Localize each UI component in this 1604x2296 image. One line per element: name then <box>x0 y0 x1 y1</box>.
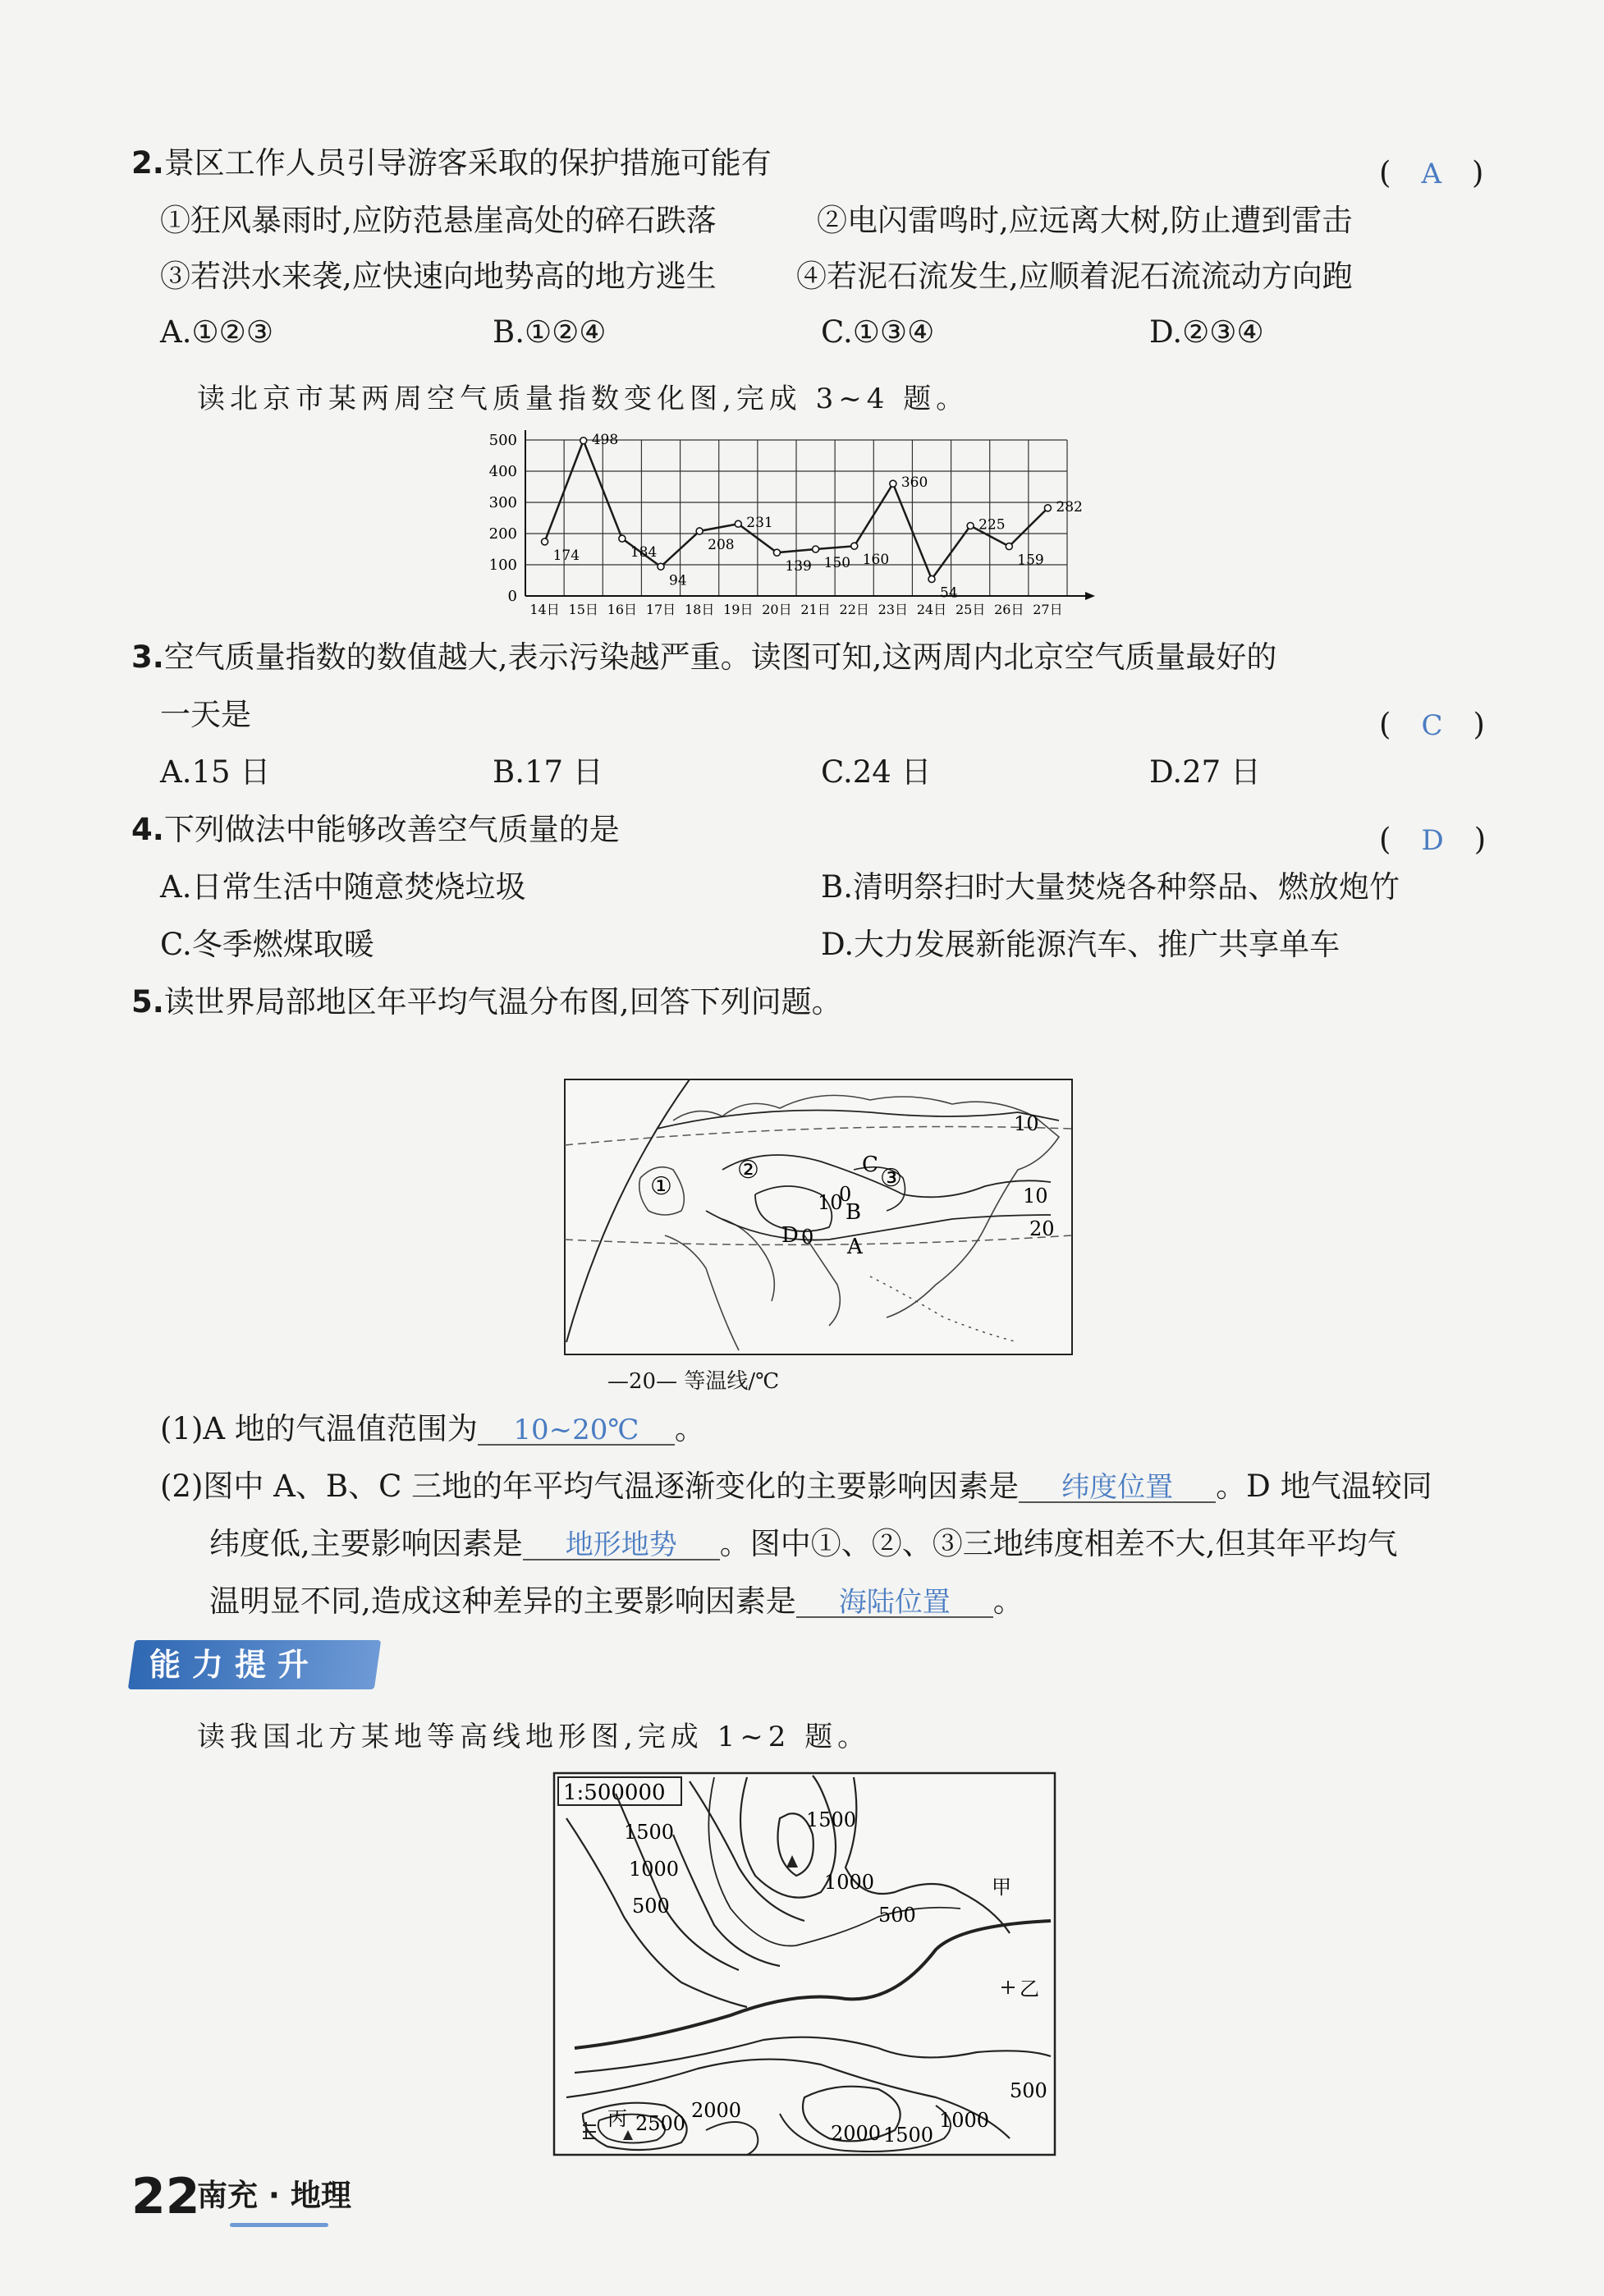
chart-point <box>542 538 548 545</box>
chart-x-tick-label: 17日 <box>645 602 676 617</box>
q3-stem-1: 空气质量指数的数值越大,表示污染越严重。读图可知,这两周内北京空气质量最好的 <box>163 639 1277 675</box>
chart-x-arrow <box>1085 592 1095 600</box>
map-label-2: ② <box>737 1156 759 1185</box>
q3-stem-2: 一天是 <box>160 697 251 732</box>
q5-number: 5. <box>131 984 164 1020</box>
topo-label-bing: 丙 <box>607 2107 627 2130</box>
q5-sub1 <box>160 1411 705 1446</box>
q2-option-c: C.①③④ <box>821 314 935 350</box>
map-label-c: C <box>862 1153 878 1177</box>
chart-y-tick-label: 500 <box>488 432 517 449</box>
q5-stem-text: 读世界局部地区年平均气温分布图,回答下列问题。 <box>163 984 842 1020</box>
q5-sub2-prefix-2: 纬度低,主要影响因素是 <box>209 1526 523 1561</box>
q4-answer-bracket: ( D ) <box>1379 822 1487 857</box>
q3-option-c: C.24 日 <box>821 754 932 790</box>
q5-sub2-suffix-2: 。图中①、②、③三地纬度相差不大,但其年平均气 <box>719 1526 1398 1561</box>
chart-x-tick-label: 21日 <box>800 602 831 617</box>
q2-option-d: D.②③④ <box>1149 314 1264 350</box>
intro-1-2: 读我国北方某地等高线地形图,完成 1~2 题。 <box>197 1721 871 1753</box>
q4-number: 4. <box>131 812 164 847</box>
q4-stem-text: 下列做法中能够改善空气质量的是 <box>163 812 620 847</box>
q5-sub2-suffix-1: 。D 地气温较同 <box>1216 1469 1432 1504</box>
map-iso-20: 20 <box>1029 1217 1055 1240</box>
q2-number: 2. <box>131 145 164 181</box>
chart-value-label: 360 <box>901 474 928 492</box>
map-iso-10-right: 10 <box>1023 1185 1048 1208</box>
q3-option-d: D.27 日 <box>1149 754 1261 790</box>
chart-value-label: 150 <box>823 555 851 571</box>
q2-answer: A <box>1421 158 1441 190</box>
chart-value-label: 498 <box>591 431 619 448</box>
q4-stem <box>131 814 620 845</box>
q3-number: 3. <box>131 639 164 675</box>
chart-value-label: 184 <box>630 544 658 561</box>
topo-label-2000-a: 2000 <box>691 2099 742 2122</box>
chart-x-tick-label: 27日 <box>1033 602 1063 617</box>
chart-value-label: 54 <box>940 584 958 602</box>
q5-sub1-suffix: 。 <box>674 1411 705 1446</box>
q2-item-3: ③若洪水来袭,应快速向地势高的地方逃生 <box>160 259 717 294</box>
chart-point <box>580 438 587 444</box>
chart-point <box>967 523 974 529</box>
q2-answer-bracket: ( A ) <box>1379 155 1484 190</box>
chart-point <box>1006 543 1012 550</box>
topo-label-2500: 2500 <box>635 2112 686 2135</box>
map-label-a: A <box>847 1235 863 1259</box>
map-label-b: B <box>846 1200 862 1225</box>
chart-x-tick-label: 15日 <box>568 602 598 617</box>
section-banner-text: 能力提升 <box>149 1647 321 1683</box>
map-legend: —20— 等温线/℃ <box>607 1369 780 1394</box>
map-iso-10-top: 10 <box>1014 1112 1039 1135</box>
q2-option-b: B.①②④ <box>493 314 607 350</box>
chart-value-label: 139 <box>785 558 812 575</box>
q5-sub2-line-3 <box>209 1583 1024 1619</box>
chart-value-label: 159 <box>1017 552 1044 569</box>
chart-x-tick-label: 23日 <box>878 602 909 617</box>
topo-label-1500-c: 1500 <box>883 2124 934 2147</box>
chart-point <box>813 546 819 552</box>
page-number: 22 <box>131 2168 200 2225</box>
chart-value-label: 174 <box>552 547 580 564</box>
section-banner <box>128 1640 381 1689</box>
q3-answer-bracket: ( C ) <box>1379 707 1485 742</box>
topo-label-1000-c: 1000 <box>939 2109 990 2132</box>
q4-option-b: B.清明祭扫时大量焚烧各种祭品、燃放炮竹 <box>821 869 1400 905</box>
chart-value-label: 208 <box>708 536 735 553</box>
topo-label-1500-b: 1500 <box>806 1808 857 1831</box>
q5-sub2-suffix-3: 。 <box>992 1583 1024 1619</box>
q4-option-a: A.日常生活中随意焚烧垃圾 <box>160 869 526 905</box>
q2-stem-text: 景区工作人员引导游客采取的保护措施可能有 <box>163 145 772 181</box>
intro-3-4: 读北京市某两周空气质量指数变化图,完成 3~4 题。 <box>197 383 969 415</box>
q3-stem-line-1 <box>131 639 1277 675</box>
chart-value-label: 225 <box>978 516 1006 534</box>
chart-y-tick-label: 100 <box>488 557 517 574</box>
aqi-line-chart <box>468 427 1125 624</box>
map-label-d: D <box>781 1223 799 1248</box>
q2-option-a: A.①②③ <box>160 314 273 350</box>
q3-option-b: B.17 日 <box>493 754 603 790</box>
contour-map <box>550 1769 1059 2163</box>
topo-label-500-a: 500 <box>632 1895 670 1918</box>
chart-x-tick-label: 20日 <box>762 602 792 617</box>
chart-point <box>890 480 896 487</box>
chart-y-tick-label: 400 <box>488 463 517 480</box>
chart-value-label: 231 <box>746 515 773 532</box>
topo-label-1000-a: 1000 <box>629 1858 680 1881</box>
topo-label-2000-b: 2000 <box>831 2122 882 2145</box>
chart-y-tick-label: 200 <box>488 525 517 543</box>
q2-item-4: ④若泥石流发生,应顺着泥石流流动方向跑 <box>796 259 1353 294</box>
map-label-3: ③ <box>880 1164 902 1193</box>
q2-item-1: ①狂风暴雨时,应防范悬崖高处的碎石跌落 <box>160 203 717 238</box>
chart-y-tick-label: 300 <box>488 494 517 511</box>
map-iso-0-b: 0 <box>839 1183 852 1206</box>
topo-label-500-b: 500 <box>878 1904 916 1927</box>
chart-point <box>658 563 664 570</box>
q3-answer: C <box>1421 709 1443 742</box>
chart-x-tick-label: 16日 <box>607 602 638 617</box>
q5-sub1-prefix: (1)A 地的气温值范围为 <box>160 1411 478 1446</box>
map-iso-0-a: 0 <box>801 1226 814 1249</box>
topo-label-jia: 甲 <box>992 1876 1011 1899</box>
q3-option-a: A.15 日 <box>160 754 271 790</box>
q5-sub2-answer-2: 地形地势 <box>523 1531 720 1560</box>
topo-label-500-c: 500 <box>1010 2079 1047 2102</box>
chart-point <box>1044 505 1051 511</box>
q5-sub1-answer: 10~20℃ <box>478 1416 675 1446</box>
footer-underline <box>230 2223 328 2227</box>
topo-label-1500-a: 1500 <box>624 1821 675 1844</box>
topo-scale: 1:500000 <box>563 1780 666 1805</box>
chart-point <box>851 543 858 549</box>
q5-sub2-answer-3: 海陆位置 <box>796 1588 993 1618</box>
chart-point <box>928 575 935 582</box>
chart-point <box>619 535 626 542</box>
chart-point <box>696 528 703 534</box>
chart-x-tick-label: 25日 <box>955 602 986 617</box>
chart-point <box>735 520 741 527</box>
chart-x-tick-label: 18日 <box>684 602 715 617</box>
q5-sub2-line-1 <box>160 1471 1432 1503</box>
chart-point <box>773 549 780 556</box>
q4-answer: D <box>1421 824 1444 857</box>
q5-sub2-prefix-3: 温明显不同,造成这种差异的主要影响因素是 <box>209 1583 796 1619</box>
chart-value-label: 160 <box>862 552 890 569</box>
isotherm-map <box>558 1071 1084 1367</box>
q2-item-2: ②电闪雷鸣时,应远离大树,防止遭到雷击 <box>817 203 1353 238</box>
map-iso-10-mid: 10 <box>818 1191 843 1214</box>
q5-sub2-line-2 <box>209 1528 1398 1560</box>
chart-x-tick-label: 22日 <box>839 602 869 617</box>
chart-y-tick-label: 0 <box>507 588 517 605</box>
map-label-1: ① <box>650 1172 672 1201</box>
chart-x-tick-label: 14日 <box>529 602 560 617</box>
topo-label-1000-b: 1000 <box>824 1871 875 1894</box>
q4-option-c: C.冬季燃煤取暖 <box>160 927 374 962</box>
q5-sub2-prefix-1: (2)图中 A、B、C 三地的年平均气温逐渐变化的主要影响因素是 <box>160 1469 1020 1504</box>
q5-stem <box>131 984 842 1020</box>
topo-label-yi: 乙 <box>1020 1977 1039 2000</box>
q5-sub2-answer-1: 纬度位置 <box>1019 1473 1216 1503</box>
q2-stem <box>131 145 772 181</box>
chart-x-tick-label: 19日 <box>723 602 754 617</box>
chart-value-label: 282 <box>1056 498 1083 516</box>
footer-title: 南充 · 地理 <box>197 2178 351 2213</box>
chart-value-label: 94 <box>669 572 687 589</box>
chart-x-tick-label: 24日 <box>916 602 947 617</box>
chart-x-tick-label: 26日 <box>994 602 1024 617</box>
q4-option-d: D.大力发展新能源汽车、推广共享单车 <box>821 927 1340 962</box>
